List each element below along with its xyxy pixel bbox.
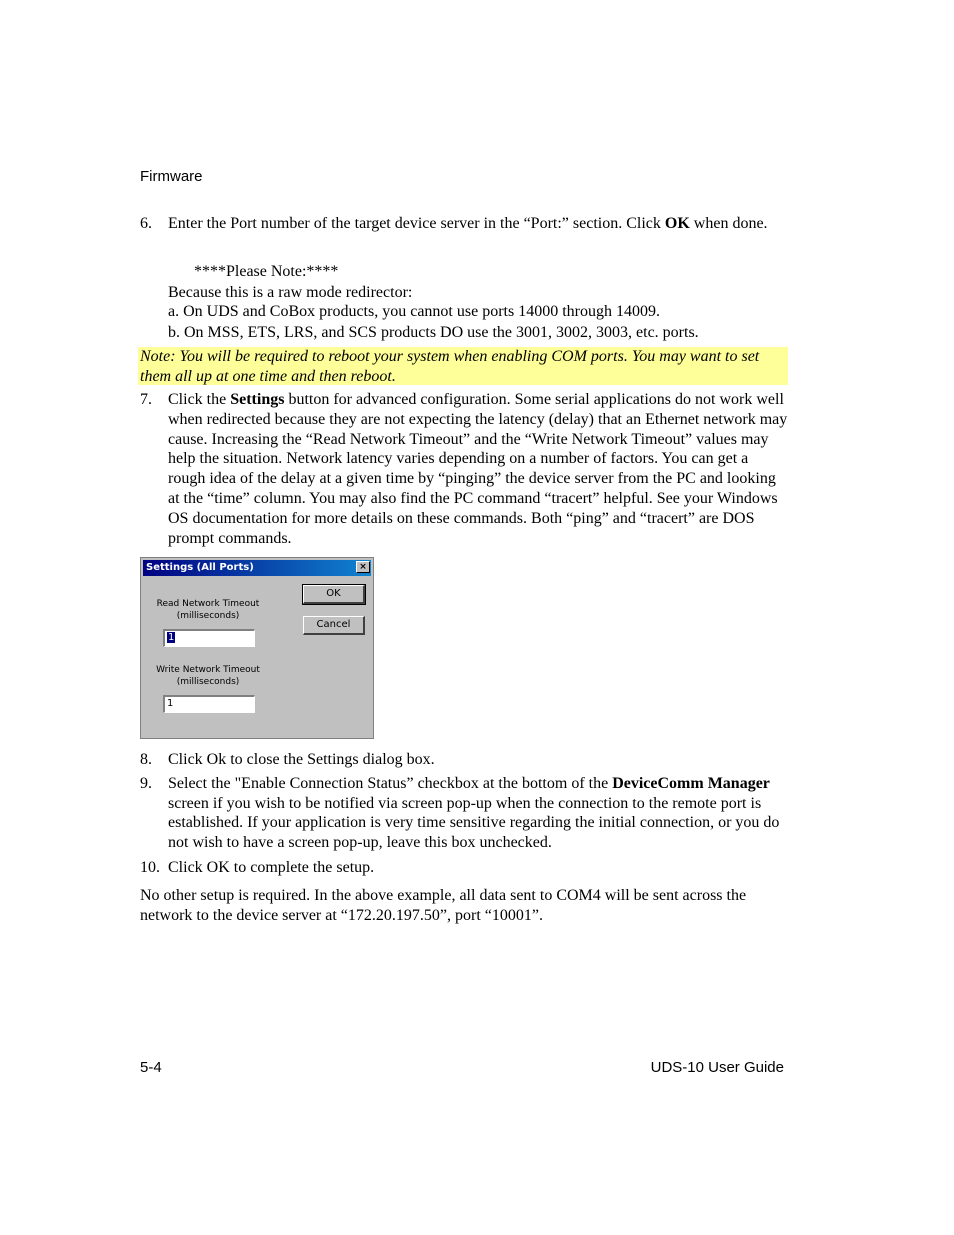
read-timeout-input[interactable]: 1 [163, 629, 255, 647]
please-note-line: a. On UDS and CoBox products, you cannot use ports 14000 through 14009. [168, 303, 660, 320]
settings-dialog [140, 557, 374, 739]
close-icon[interactable]: × [356, 561, 370, 573]
step-number: 10. [140, 859, 160, 876]
step-text: Select the "Enable Connection Status” checkbox at the bottom of the DeviceComm Manager screen if you wish to be notified via screen pop-up when the connection to the remote port is established. If your application is very time sensitive regarding the initial connection, or you do not wish to have a screen pop-up, leave this box unchecked. [168, 775, 780, 852]
step-9 [140, 774, 788, 853]
closing-paragraph: No other setup is required. In the above example, all data sent to COM4 will be sent across the network to the device server at “172.20.197.50”, port “10001”. [140, 887, 747, 924]
step-6 [140, 214, 788, 234]
step-10 [140, 858, 788, 878]
footer-title: UDS-10 User Guide [650, 1059, 784, 1076]
step-text: Click the Settings button for advanced configuration. Some serial applications do not work well when redirected because they are not expecting the latency (delay) that an Ethernet network may cause. Increasing the “Read Network Timeout” and the “Write Network Timeout” values may help the situation. Network latency varies depending on a number of factors. You can get a rough idea of the delay at a given time by “pinging” the device server from the PC and looking at the “time” column. You may also find the PC command “tracert” helpful. See your Windows OS documentation for more details on these commands. Both “ping” and “tracert” are DOS prompt commands. [168, 391, 788, 547]
step-8 [140, 750, 788, 770]
step-7 [140, 390, 788, 548]
ok-button[interactable]: OK [303, 585, 365, 604]
write-timeout-label: Write Network Timeout (milliseconds) [156, 665, 260, 687]
step-text: Enter the Port number of the target device server in the “Port:” section. Click OK when done. [168, 215, 768, 232]
read-timeout-label: Read Network Timeout (milliseconds) [156, 599, 260, 621]
step-text: Click OK to complete the setup. [168, 859, 375, 876]
write-timeout-input[interactable]: 1 [163, 695, 255, 713]
please-note-heading: ****Please Note:**** [194, 263, 339, 280]
step-text: Click Ok to close the Settings dialog box. [168, 751, 435, 768]
running-header: Firmware [140, 168, 203, 185]
step-number: 8. [140, 751, 152, 768]
step-number: 9. [140, 775, 152, 792]
please-note-line: b. On MSS, ETS, LRS, and SCS products DO use the 3001, 3002, 3003, etc. ports. [168, 324, 699, 341]
step-number: 6. [140, 215, 152, 232]
reboot-note: Note: You will be required to reboot your system when enabling COM ports. You may want to set them all up at one time and then reboot. [140, 348, 760, 385]
please-note-line: Because this is a raw mode redirector: [168, 284, 413, 301]
cancel-button[interactable]: Cancel [303, 616, 365, 635]
dialog-title: Settings (All Ports) [143, 560, 371, 576]
step-number: 7. [140, 391, 152, 408]
page-number: 5-4 [140, 1059, 162, 1076]
